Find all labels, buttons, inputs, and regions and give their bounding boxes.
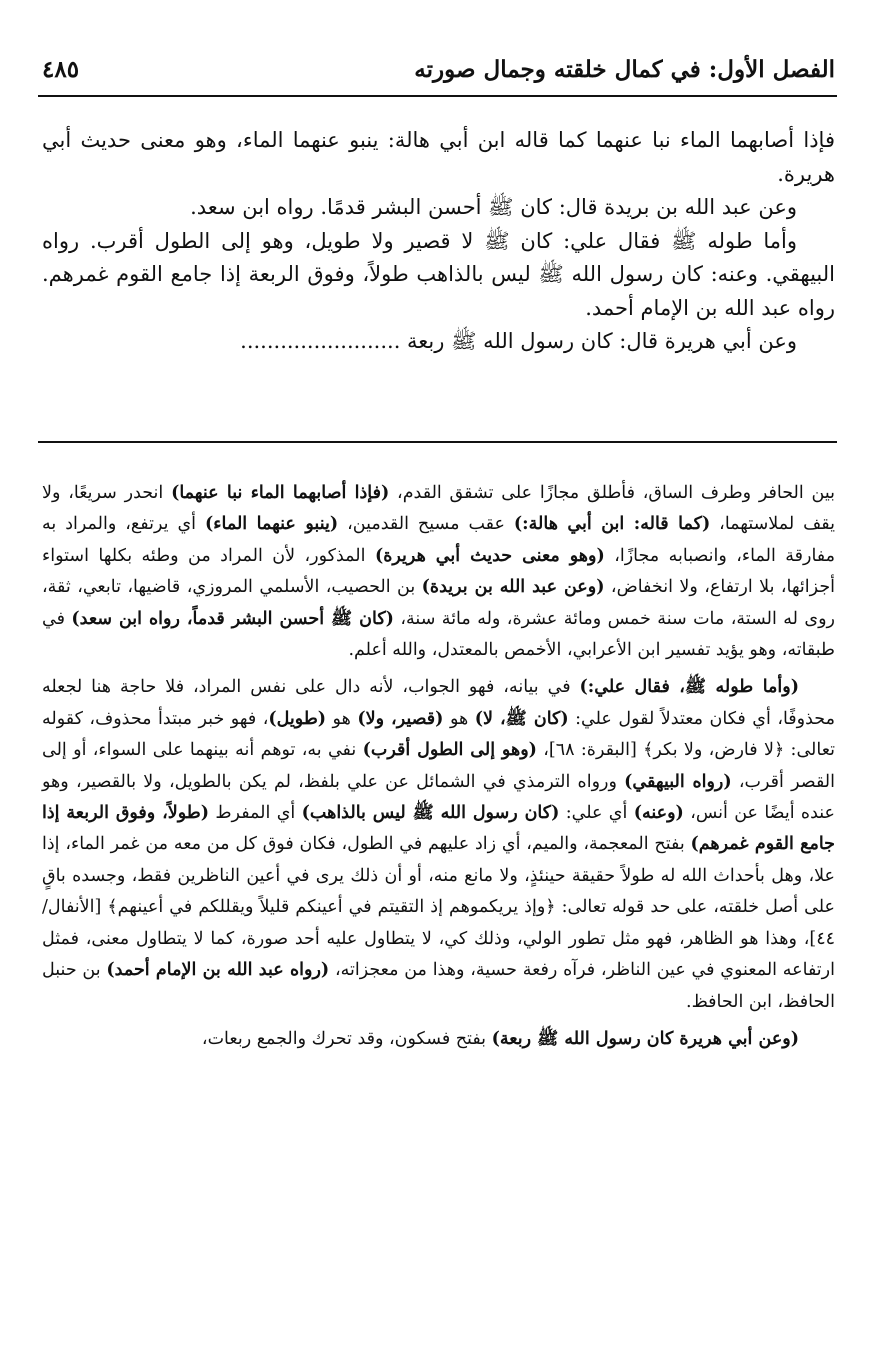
bold-quote: (طولاً، وفوق الربعة إذا جامع القوم غمرهم) xyxy=(42,803,835,855)
bold-quote: (قصير، ولا) xyxy=(357,708,444,729)
page-header xyxy=(42,52,835,88)
text-run: بن حنبل الحافظ، ابن الحافظ. xyxy=(42,960,835,1012)
bold-quote: (كان ﷺ، لا) xyxy=(474,708,569,729)
separator-rule xyxy=(38,441,837,443)
text-run: بفتح المعجمة، والميم، أي زاد عليهم في الطول، فكان فوق كل من معه من غمر الماء، إذا علا، وهل بأحداث الله له طولاً حقيقة حينئذٍ، ولا مانع منه، أو أن ذلك يرى في أعين الناظرين فقط، وجسده باقٍ على أصل خلقته، على حد قوله تعالى: ﴿وإذ يريكموهم إذ التقيتم في أعينكم قليلاً ويقللكم في أعينهم﴾ [الأنفال/٤٤]، وهذا هو الظاهر، فهو مثل تطور الولي، وذلك كي، لا يتطاول عليه أحد صورة، كما لا يتطاول معنى، فمثل ارتفاعه المعنوي في عين الناظر، فرآه رفعة حسية، وهذا من معجزاته، xyxy=(42,834,835,981)
text-run: أي المفرط xyxy=(209,803,302,824)
text-run: نفي به، توهم أنه بينهما على السواء، أو إلى القصر أقرب، xyxy=(42,740,835,792)
chapter-title: الفصل الأول: في كمال خلقته وجمال صورته xyxy=(414,56,835,83)
text-run: ورواه الترمذي في الشمائل عن علي بلفظ، لم يكن بالطويل، ولا بالقصير، وهو عنده أيضًا عن أنس، xyxy=(42,771,836,824)
commentary xyxy=(42,478,835,1055)
text-run: ، فهو خبر مبتدأ محذوف، كقوله تعالى: ﴿لا فارض، ولا بكر﴾ [البقرة: ٦٨]، xyxy=(42,708,836,761)
page-number: ٤٨٥ xyxy=(42,56,80,83)
text-run: في طبقاته، وهو يؤيد تفسير ابن الأعرابي، الأخمص بالمعتدل، والله أعلم. xyxy=(42,608,835,661)
bold-quote: (وعن عبد الله بن بريدة) xyxy=(421,577,605,598)
main-text xyxy=(42,124,835,359)
main-paragraph-4: وعن أبي هريرة قال: كان رسول الله ﷺ ربعة ........................ xyxy=(240,329,797,353)
bold-quote: (كان ﷺ أحسن البشر قدماً، رواه ابن سعد) xyxy=(71,608,394,629)
text-run: انحدر سريعًا، ولا يقف لملاستهما، xyxy=(42,483,835,535)
bold-quote: (وأما طوله ﷺ، فقال علي:) xyxy=(579,677,799,698)
bold-quote: (وعنه) xyxy=(633,803,684,824)
bold-quote: (فإذا أصابهما الماء نبا عنهما) xyxy=(171,483,390,503)
main-paragraph-1: فإذا أصابهما الماء نبا عنهما كما قاله ابن أبي هالة: ينبو عنهما الماء، وهو معنى حديث أبي هريرة. xyxy=(42,128,835,186)
bold-quote: (رواه البيهقي) xyxy=(624,771,732,792)
commentary-paragraph-1 xyxy=(42,478,835,666)
commentary-paragraph-2 xyxy=(42,672,835,1017)
bold-quote: (ينبو عنهما الماء) xyxy=(204,514,339,535)
commentary-paragraph-3 xyxy=(42,1024,835,1055)
bold-quote: (كان رسول الله ﷺ ليس بالذاهب) xyxy=(301,803,560,824)
text-run: المذكور، لأن المراد من وطئه بكلها استواء أجزائها، بلا ارتفاع، ولا انخفاض، xyxy=(42,545,835,598)
text-run: بن الحصيب، الأسلمي المروزي، قاضيها، تابعي، ثقة، روى له الستة، مات سنة خمس ومائة عشرة، وله مائة سنة، xyxy=(42,577,836,629)
main-paragraph-3: وأما طوله ﷺ فقال علي: كان ﷺ لا قصير ولا طويل، وهو إلى الطول أقرب. رواه البيهقي. وعنه: كان رسول الله ﷺ ليس بالذاهب طولاً، وفوق الربعة إذا جامع القوم غمرهم. رواه عبد الله بن الإمام أحمد. xyxy=(42,228,835,320)
header-rule xyxy=(38,95,837,97)
text-run: هو xyxy=(443,708,475,729)
text-run: بين الحافر وطرف الساق، فأطلق مجازًا على تشقق القدم، xyxy=(389,483,835,503)
bold-quote: (وهو إلى الطول أقرب) xyxy=(362,740,537,761)
text-run: عقب مسيح القدمين، xyxy=(338,514,514,535)
bold-quote: (كما قاله: ابن أبي هالة:) xyxy=(513,514,711,535)
main-paragraph-2: وعن عبد الله بن بريدة قال: كان ﷺ أحسن البشر قدمًا. رواه ابن سعد. xyxy=(190,195,797,219)
text-run: بفتح فسكون، وقد تحرك والجمع ربعات، xyxy=(201,1028,492,1049)
text-run: هو xyxy=(326,708,358,729)
bold-quote: (وهو معنى حديث أبي هريرة) xyxy=(374,545,605,566)
bold-quote: (رواه عبد الله بن الإمام أحمد) xyxy=(106,960,330,981)
bold-quote: (وعن أبي هريرة كان رسول الله ﷺ ربعة) xyxy=(491,1028,799,1049)
bold-quote: (طويل) xyxy=(268,708,327,729)
text-run: أي علي: xyxy=(559,803,634,824)
text-run: في بيانه، فهو الجواب، لأنه دال على نفس المراد، فلا حاجة هنا لجعله محذوفًا، أي فكان معتدلاً لقول علي: xyxy=(42,677,835,729)
text-run: أي يرتفع، والمراد به مفارقة الماء، وانصبابه مجازًا، xyxy=(42,514,836,566)
